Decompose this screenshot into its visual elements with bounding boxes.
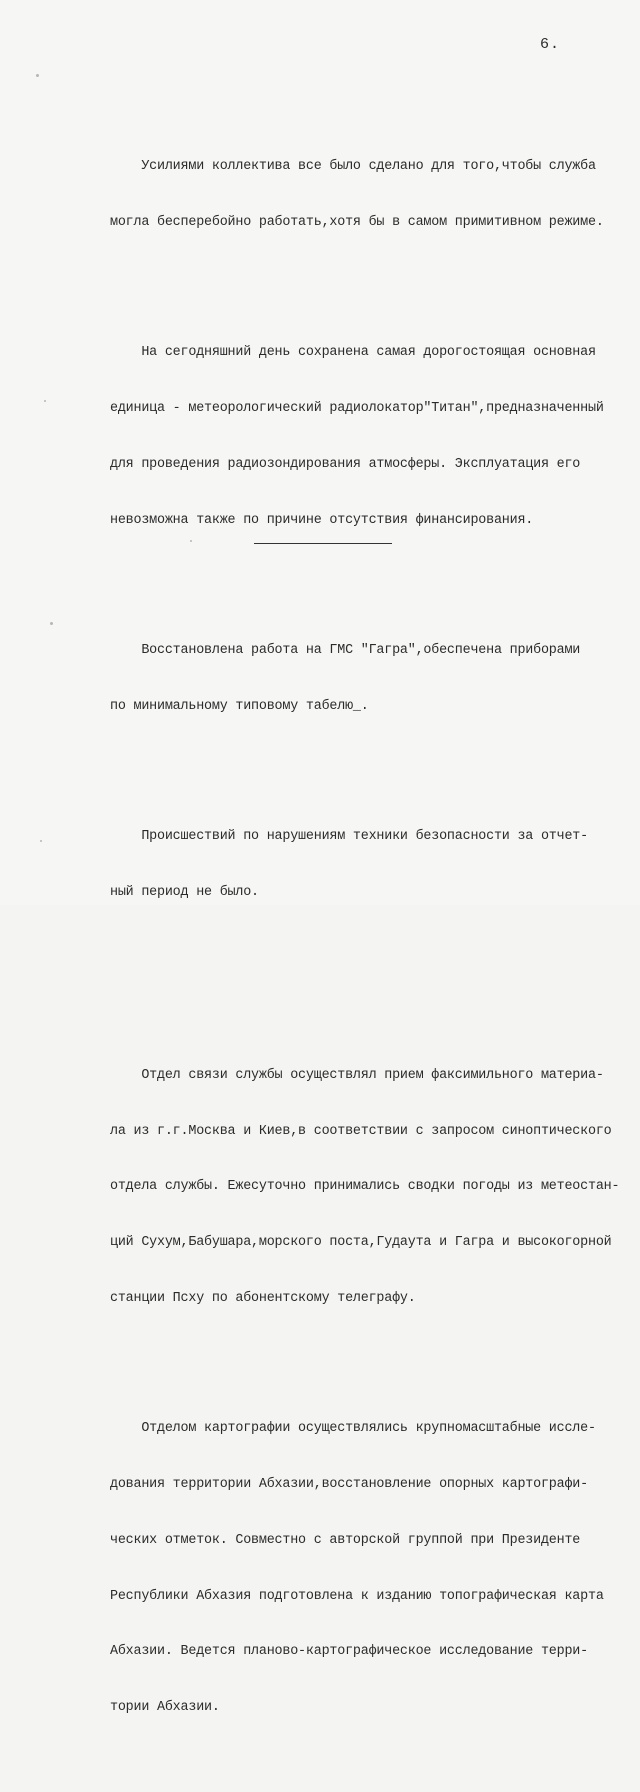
paragraph — [110, 791, 620, 940]
text-line: невозможна также по причине отсутствия финансирования. — [110, 512, 534, 528]
text-line: для проведения радиозондирования атмосферы. Эксплуатация его — [110, 456, 581, 472]
paragraph — [110, 121, 620, 270]
text-line: ный период не было. — [110, 884, 259, 900]
scan-speck — [44, 400, 46, 402]
text-line: могла бесперебойно работать,хотя бы в самом примитивном режиме. — [110, 215, 604, 231]
text-line: ла из г.г.Москва и Киев,в соответствии с запросом синоптического — [110, 1123, 612, 1139]
text-line: Отделом картографии осуществлялись крупномасштабные иссле- — [110, 1421, 596, 1437]
text-line: Абхазии. Ведется планово-картографическое исследование терри- — [110, 1644, 588, 1660]
scan-speck — [36, 74, 39, 77]
scan-speck — [190, 540, 192, 542]
text-line: Происшествий по нарушениям техники безопасности за отчет- — [110, 828, 588, 844]
paragraph — [110, 1383, 620, 1755]
text-line: станции Псху по абонентскому телеграфу. — [110, 1291, 416, 1306]
closing-rule — [254, 543, 392, 544]
scan-speck — [50, 622, 53, 625]
text-line: ческих отметок. Совместно с авторской группой при Президенте — [110, 1532, 581, 1548]
paragraph — [110, 605, 620, 754]
text-line: дования территории Абхазии,восстановление опорных картографи- — [110, 1476, 588, 1492]
document-body — [110, 84, 620, 1792]
paragraph — [110, 1030, 620, 1346]
text-line: На сегодняшний день сохранена самая дорогостоящая основная — [110, 345, 596, 361]
text-line: Республики Абхазия подготовлена к изданию топографическая карта — [110, 1588, 604, 1604]
text-line: отдела службы. Ежесуточно принимались сводки погоды из метеостан- — [110, 1179, 620, 1195]
text-line: Отдел связи службы осуществлял прием факсимильного материа- — [110, 1067, 604, 1083]
text-line: ций Сухум,Бабушара,морского поста,Гудаута и Гагра и высокогорной — [110, 1235, 612, 1251]
text-line: Усилиями коллектива все было сделано для того,чтобы служба — [110, 159, 596, 175]
text-line: по минимальному типовому табелю_. — [110, 698, 369, 714]
text-line: Восстановлена работа на ГМС "Гагра",обеспечена приборами — [110, 642, 581, 658]
paragraph — [110, 307, 620, 567]
text-line: единица - метеорологический радиолокатор"Титан",предназначенный — [110, 401, 604, 417]
text-line: тории Абхазии. — [110, 1700, 220, 1716]
paragraph-gap — [110, 977, 620, 993]
scan-speck — [40, 840, 42, 842]
page-number: 6. — [540, 36, 561, 53]
